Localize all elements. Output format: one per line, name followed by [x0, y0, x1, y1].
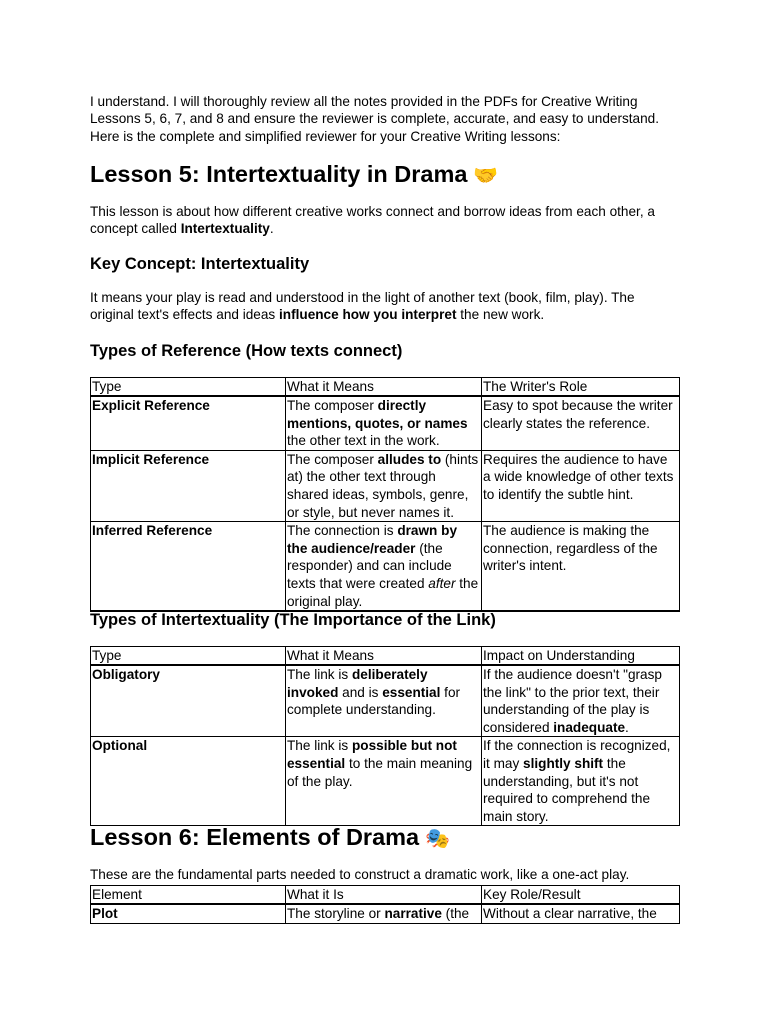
meaning-cell: The link is deliberately invoked and is essential for complete understanding.	[286, 665, 482, 737]
type-cell: Inferred Reference	[91, 522, 286, 611]
table-row	[91, 396, 680, 450]
table-header-row	[91, 647, 680, 666]
table-header-row	[91, 378, 680, 397]
lesson6-description: These are the fundamental parts needed to construct a dramatic work, like a one-act play.	[90, 867, 630, 882]
intertextuality-types-heading: Types of Intertextuality (The Importance of the Link)	[90, 611, 496, 629]
intro-line: Here is the complete and simplified reviewer for your Creative Writing lessons:	[90, 128, 561, 144]
intro-paragraph	[90, 93, 680, 145]
lesson5-title: Lesson 5: Intertextuality in Drama 🤝	[90, 161, 499, 187]
lesson5-description: This lesson is about how different creative works connect and borrow ideas from each other, a concept called Intertextuality.	[90, 204, 655, 237]
column-header: What it Means	[286, 647, 482, 666]
column-header: Key Role/Result	[482, 886, 680, 905]
intertextuality-types-table	[90, 646, 680, 826]
key-concept-heading: Key Concept: Intertextuality	[90, 255, 310, 273]
reference-types-heading: Types of Reference (How texts connect)	[90, 342, 403, 360]
table-header-row	[91, 886, 680, 905]
column-header: The Writer's Role	[482, 378, 680, 397]
type-cell: Optional	[91, 737, 286, 826]
column-header: What it Is	[286, 886, 482, 905]
reference-types-table	[90, 377, 680, 612]
elements-table	[90, 885, 680, 924]
type-cell: Implicit Reference	[91, 450, 286, 521]
intro-line: Lessons 5, 6, 7, and 8 and ensure the reviewer is complete, accurate, and easy to understand.	[90, 111, 660, 127]
column-header: Type	[91, 647, 286, 666]
column-header: What it Means	[286, 378, 482, 397]
role-cell: Requires the audience to have a wide knowledge of other texts to identify the subtle hint.	[482, 450, 680, 521]
column-header: Element	[91, 886, 286, 905]
intro-line: I understand. I will thoroughly review all the notes provided in the PDFs for Creative Writing	[90, 94, 638, 109]
impact-cell: If the audience doesn't "grasp the link" to the prior text, their understanding of the play is considered inadequate.	[482, 665, 680, 737]
key-concept-text: It means your play is read and understood in the light of another text (book, film, play). The original text's effects and ideas influence how you interpret the new work.	[90, 290, 635, 323]
impact-cell: If the connection is recognized, it may slightly shift the understanding, but it's not required to comprehend the main story.	[482, 737, 680, 826]
meaning-cell: The composer directly mentions, quotes, or names the other text in the work.	[286, 396, 482, 450]
meaning-cell: The connection is drawn by the audience/reader (the responder) and can include texts that were created after the original play.	[286, 522, 482, 611]
role-cell: The audience is making the connection, regardless of the writer's intent.	[482, 522, 680, 611]
table-row	[91, 450, 680, 521]
handshake-icon: 🤝	[473, 163, 499, 187]
lesson6-title: Lesson 6: Elements of Drama 🎭	[90, 824, 451, 850]
meaning-cell: The composer alludes to (hints at) the other text through shared ideas, symbols, genre, or style, but never names it.	[286, 450, 482, 521]
table-row	[91, 665, 680, 737]
role-cell: Without a clear narrative, the	[482, 904, 680, 923]
column-header: Type	[91, 378, 286, 397]
theater-masks-icon: 🎭	[425, 826, 451, 850]
type-cell: Explicit Reference	[91, 396, 286, 450]
meaning-cell: The link is possible but not essential to the main meaning of the play.	[286, 737, 482, 826]
column-header: Impact on Understanding	[482, 647, 680, 666]
role-cell: Easy to spot because the writer clearly states the reference.	[482, 396, 680, 450]
type-cell: Obligatory	[91, 665, 286, 737]
definition-cell: The storyline or narrative (the	[286, 904, 482, 923]
table-row	[91, 904, 680, 923]
table-row	[91, 737, 680, 826]
element-cell: Plot	[91, 904, 286, 923]
table-row	[91, 522, 680, 611]
